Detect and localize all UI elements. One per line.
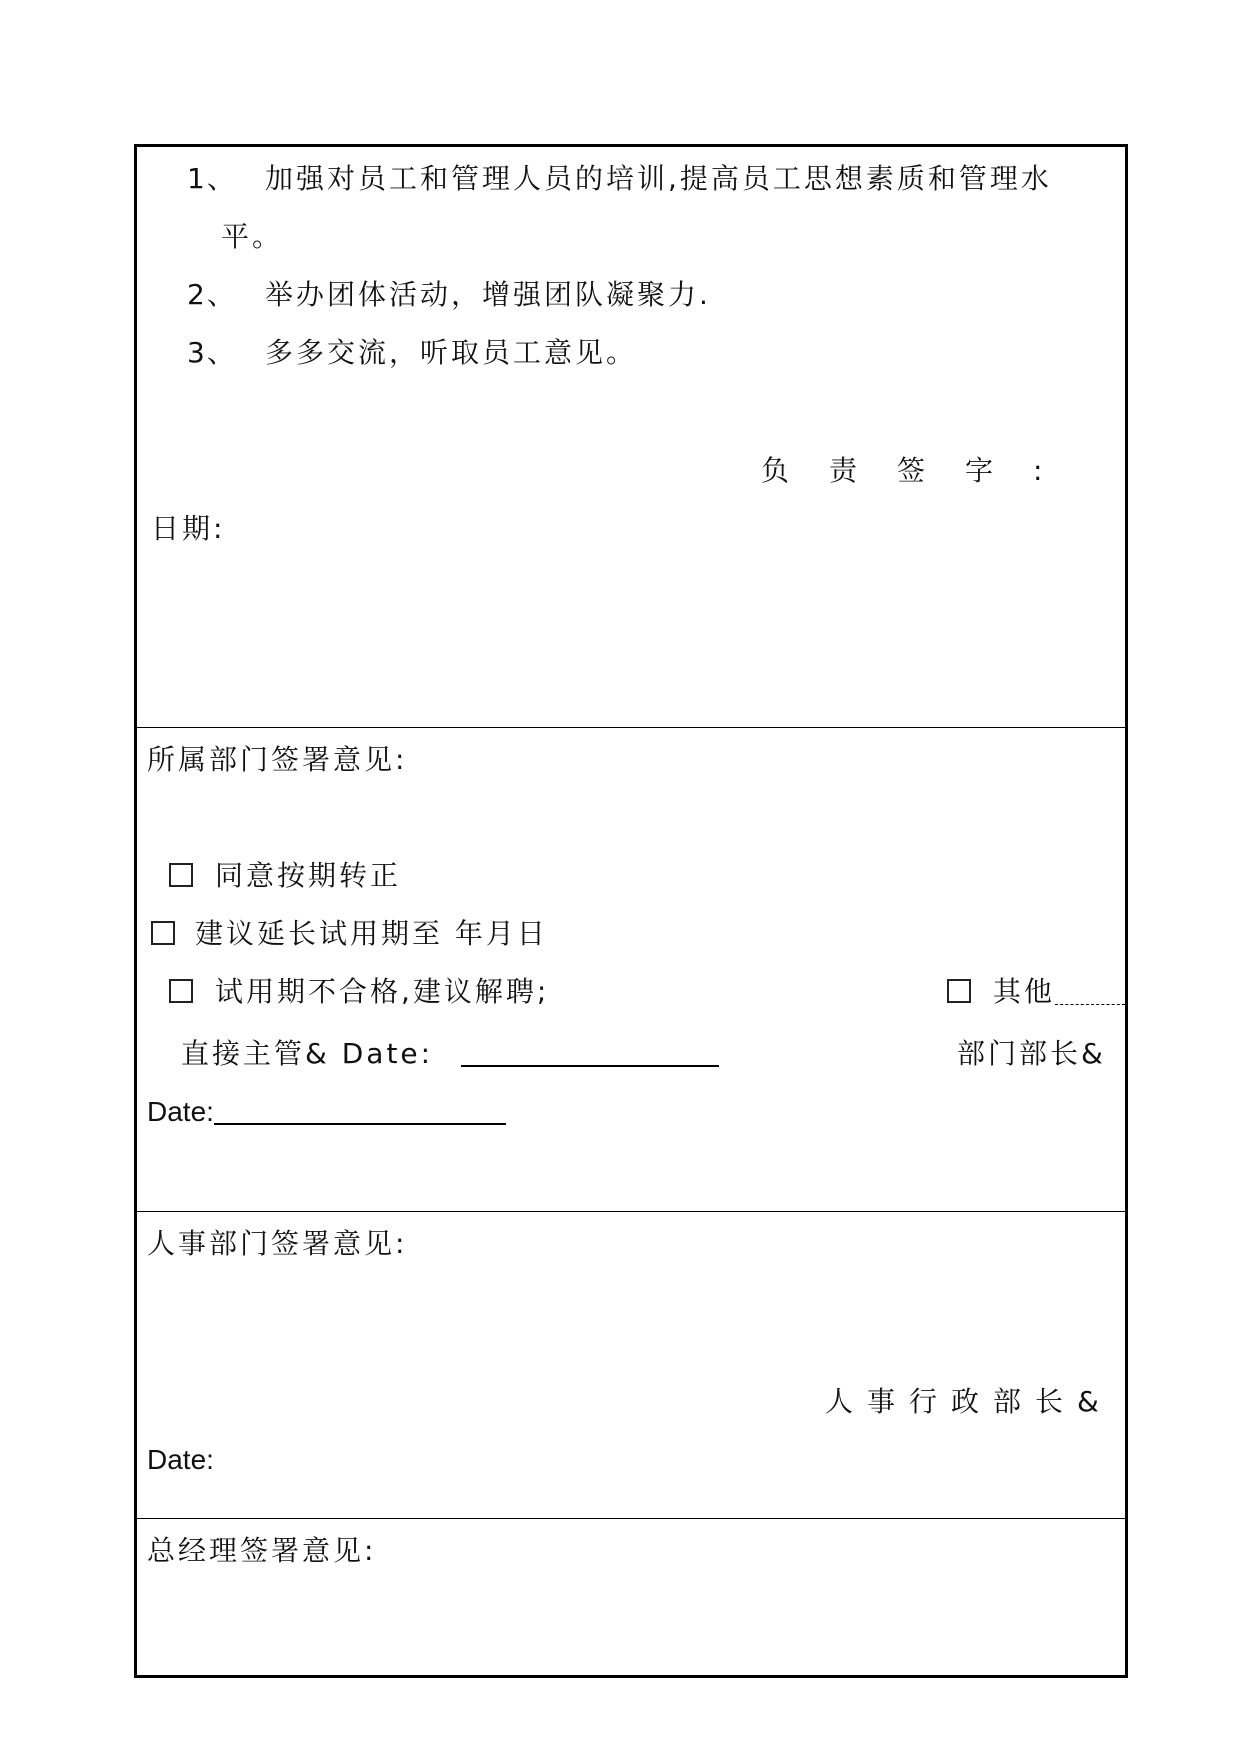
dept-head-label: 部门部长& bbox=[957, 1037, 1106, 1070]
supervisor-label: 直接主管& Date: bbox=[181, 1037, 434, 1070]
agree-checkbox[interactable] bbox=[169, 863, 193, 887]
gm-opinion-section bbox=[137, 1519, 1125, 1675]
hr-head-label: 人事行政部长& bbox=[825, 1385, 1113, 1418]
evaluation-form bbox=[134, 144, 1128, 1678]
gm-opinion-title: 总经理签署意见: bbox=[147, 1534, 377, 1567]
improvement-measures-section bbox=[137, 147, 1125, 728]
measure-number-2: 2、 bbox=[187, 278, 237, 311]
option-extend[interactable] bbox=[151, 916, 548, 952]
dept-head-date-label: Date: bbox=[147, 1096, 214, 1127]
measure-text-1: 加强对员工和管理人员的培训,提高员工思想素质和管理水 bbox=[265, 162, 1052, 195]
dept-head-date bbox=[147, 1094, 506, 1130]
hr-opinion-title: 人事部门签署意见: bbox=[147, 1227, 408, 1260]
measure-text-2: 举办团体活动，增强团队凝聚力. bbox=[265, 278, 711, 311]
option-fail-label: 试用期不合格,建议解聘; bbox=[215, 975, 550, 1008]
other-input-line[interactable] bbox=[1055, 976, 1125, 1005]
department-opinion-title: 所属部门签署意见: bbox=[147, 743, 408, 776]
option-agree[interactable] bbox=[169, 858, 401, 894]
extend-checkbox[interactable] bbox=[151, 921, 175, 945]
measure-text-1-cont: 平。 bbox=[221, 220, 284, 253]
option-other[interactable] bbox=[947, 974, 1125, 1010]
date-label: 日期: bbox=[151, 512, 226, 545]
option-extend-label: 建议延长试用期至 年月日 bbox=[195, 917, 548, 950]
measure-number-3: 3、 bbox=[187, 336, 237, 369]
department-opinion-section bbox=[137, 728, 1125, 1212]
option-agree-label: 同意按期转正 bbox=[215, 859, 402, 892]
responsible-signature-label: 负责签字: bbox=[761, 454, 1083, 487]
other-checkbox[interactable] bbox=[947, 979, 971, 1003]
hr-head-date-label: Date: bbox=[147, 1444, 214, 1475]
option-fail[interactable] bbox=[169, 974, 549, 1010]
fail-checkbox[interactable] bbox=[169, 979, 193, 1003]
dept-head-date-line[interactable] bbox=[214, 1095, 506, 1125]
hr-opinion-section bbox=[137, 1212, 1125, 1519]
supervisor-signature-line[interactable] bbox=[461, 1037, 719, 1067]
measure-text-3: 多多交流，听取员工意见。 bbox=[265, 336, 638, 369]
option-other-label: 其他 bbox=[993, 975, 1056, 1008]
supervisor-signature bbox=[181, 1036, 719, 1072]
measure-number-1: 1、 bbox=[187, 162, 237, 195]
